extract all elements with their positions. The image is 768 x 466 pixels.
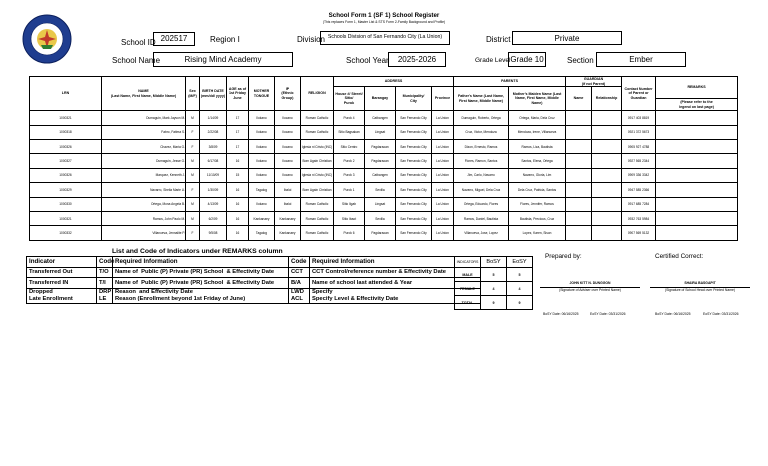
col-address: ADDRESS <box>334 77 454 87</box>
legend-cell: Specify Specify Level & Effectivity Date <box>310 288 481 303</box>
cell-g_name <box>566 125 592 139</box>
cell-mother: Mendoza, Irene, Villanueva <box>509 125 566 139</box>
cell-g_rel <box>592 197 622 211</box>
cell-city: San Fernando City <box>396 154 432 168</box>
cell-barangay: Pagdaraoan <box>365 139 396 153</box>
cell-province: La Union <box>432 154 454 168</box>
legend-header: Code <box>97 257 113 268</box>
legend-cell: Name of Public (P) Private (PR) School & Effectivity Date <box>113 278 289 289</box>
cell-religion: Roman Catholic <box>301 125 334 139</box>
deped-seal <box>22 14 72 64</box>
region-label: Region I <box>210 35 240 44</box>
cell-g_name <box>566 211 592 225</box>
cell-city: San Fernando City <box>396 168 432 182</box>
cell-tongue: Tagalog <box>249 226 275 240</box>
legend-cell: Transferred Out <box>27 267 97 278</box>
cell-sex: F <box>186 139 200 153</box>
cell-name: Marquez, Kenneth J. <box>102 168 186 182</box>
cell-sex: M <box>186 111 200 125</box>
cell-barangay: Pagdaraoan <box>365 154 396 168</box>
cell-city: San Fernando City <box>396 111 432 125</box>
cell-age: 17 <box>227 111 249 125</box>
legend-title: List and Code of Indicators under REMARKS column <box>112 248 283 255</box>
summary-cell: 5 <box>481 268 507 282</box>
cell-remarks <box>656 197 738 211</box>
cell-contact: 0905 927 4788 <box>622 139 656 153</box>
head-name: SHAIRA BASGAPIT <box>684 281 716 285</box>
cell-house: Sitio Ilgab <box>334 197 365 211</box>
cell-religion: Roman Catholic <box>301 197 334 211</box>
head-bosy-date: BoSY Date: 06/16/2025 <box>655 312 691 316</box>
cell-birth: 1/14/09 <box>200 111 227 125</box>
cell-lrn: 1000326 <box>30 139 102 153</box>
cell-mother: Dela Cruz, Patricia, Santos <box>509 183 566 197</box>
register-table <box>29 76 738 241</box>
cell-lrn: 1000330 <box>30 197 102 211</box>
cell-tongue: Ilokano <box>249 197 275 211</box>
cell-ip: Kankanaey <box>275 211 301 225</box>
cell-contact: 0921 372 5673 <box>622 125 656 139</box>
col-mother-tongue: MOTHER TONGUE <box>249 77 275 111</box>
cell-lrn: 1000332 <box>30 226 102 240</box>
cell-lrn: 1000326 <box>30 168 102 182</box>
cell-mother: Lopez, Karen, Sison <box>509 226 566 240</box>
cell-remarks <box>656 154 738 168</box>
adviser-name: JOHN KITT N. DUNGGON <box>569 281 611 285</box>
cell-name: Chavez, Maria G. <box>102 139 186 153</box>
col-municipality: Municipality/ City <box>396 87 432 111</box>
legend-cell: T/O <box>97 267 113 278</box>
cell-lrn: 1000321 <box>30 111 102 125</box>
cell-name: Ortega, Mona Angela B. <box>102 197 186 211</box>
summary-cell: TOTAL <box>455 296 481 310</box>
cell-sex: M <box>186 197 200 211</box>
cell-lrn: 1000327 <box>30 154 102 168</box>
cell-father: Jim, Carlo, Navarro <box>454 168 509 182</box>
cell-contact: 0927 565 2344 <box>622 154 656 168</box>
cell-mother: Ortega, Maria, Dela Cruz <box>509 111 566 125</box>
cell-mother: Bautista, Precious, Cruz <box>509 211 566 225</box>
cell-sex: F <box>186 183 200 197</box>
cell-father: Villanueva, Jose, Lopez <box>454 226 509 240</box>
cell-age: 16 <box>227 197 249 211</box>
cell-father: Ramos, Daniel, Bautista <box>454 211 509 225</box>
legend-header: Required Information <box>113 257 289 268</box>
col-sex: Sex (M/F) <box>186 77 200 111</box>
enrolment-summary <box>454 256 533 310</box>
adviser-eosy-date: EoSY Date: 03/31/2026 <box>590 312 626 316</box>
legend-header-row <box>27 257 481 268</box>
cell-g_rel <box>592 111 622 125</box>
cell-religion: Iglesia ni Cristo (INC) <box>301 139 334 153</box>
school-name-value: Rising Mind Academy <box>184 55 262 64</box>
cell-house: Sitio Ibaot <box>334 211 365 225</box>
cell-barangay: Catbangen <box>365 168 396 182</box>
cell-city: San Fernando City <box>396 211 432 225</box>
cell-birth: 6/2/09 <box>200 211 227 225</box>
cell-province: La Union <box>432 125 454 139</box>
form-title: School Form 1 (SF 1) School Register <box>328 12 440 19</box>
cell-city: San Fernando City <box>396 183 432 197</box>
cell-name: Fabro, Fatima S. <box>102 125 186 139</box>
cell-father: Ortega, Eduardo, Flores <box>454 197 509 211</box>
cell-g_name <box>566 139 592 153</box>
cell-g_rel <box>592 139 622 153</box>
col-birth-date: BIRTH DATE (mm/dd/ yyyy) <box>200 77 227 111</box>
cell-g_name <box>566 111 592 125</box>
district-value: Private <box>554 34 580 43</box>
legend-header: Code <box>289 257 310 268</box>
cell-name: Villanueva, Jennalite P. <box>102 226 186 240</box>
cell-age: 17 <box>227 139 249 153</box>
summary-row <box>455 282 533 296</box>
legend-cell: Reason and Effectivity Date Reason (Enrollment beyond 1st Friday of June) <box>113 288 289 303</box>
summary-cell: 9 <box>507 296 533 310</box>
cell-religion: Born Again Christian <box>301 183 334 197</box>
table-row <box>30 154 738 168</box>
cell-remarks <box>656 139 738 153</box>
cell-barangay: Pagdaraoan <box>365 226 396 240</box>
col-barangay: Barangay <box>365 87 396 111</box>
cell-sex: M <box>186 211 200 225</box>
legend-cell: Name of school last attended & Year <box>310 278 481 289</box>
col-guardian: GUARDIAN (if not Parent) <box>566 77 622 87</box>
legend-cell: Name of Public (P) Private (PR) School & Effectivity Date <box>113 267 289 278</box>
cell-ip: Kankanaey <box>275 226 301 240</box>
summary-cell: FEMALE <box>455 282 481 296</box>
cell-barangay: Sevilla <box>365 211 396 225</box>
cell-tongue: Ilokano <box>249 168 275 182</box>
col-mother: Mother's Maiden Name (Last Name, First Name, Middle Name) <box>509 87 566 111</box>
cell-ip: Ilocano <box>275 154 301 168</box>
cell-father: Dumaguin, Roberto, Ortega <box>454 111 509 125</box>
cell-sex: M <box>186 168 200 182</box>
legend-header: Required Information <box>310 257 481 268</box>
cell-ip: Ilocano <box>275 125 301 139</box>
cell-province: La Union <box>432 197 454 211</box>
legend-row <box>27 267 481 278</box>
cell-name: Dumaguin, Mark Jayson M. <box>102 111 186 125</box>
legend-cell: T/I <box>97 278 113 289</box>
summary-cell: MALE <box>455 268 481 282</box>
head-caption: (Signature of School Head over Printed Name) <box>664 288 736 292</box>
cell-name: Navarro, Sheila Marie U. <box>102 183 186 197</box>
cell-birth: 3/8/09 <box>200 139 227 153</box>
cell-city: San Fernando City <box>396 139 432 153</box>
cell-ip: Ibaloi <box>275 197 301 211</box>
cell-name: Ramos, John Paolo M. <box>102 211 186 225</box>
cell-province: La Union <box>432 139 454 153</box>
head-eosy-date: EoSY Date: 03/31/2026 <box>703 312 739 316</box>
cell-contact: 0947 585 2366 <box>622 183 656 197</box>
cell-g_rel <box>592 183 622 197</box>
cell-contact: 0917 403 8819 <box>622 111 656 125</box>
cell-house: Sitio Centro <box>334 139 365 153</box>
cell-g_rel <box>592 154 622 168</box>
legend-cell: LWD ACL <box>289 288 310 303</box>
cell-contact: 0909 336 3342 <box>622 168 656 182</box>
summary-header: BoSY <box>481 257 507 268</box>
cell-father: Flores, Ramon, Santos <box>454 154 509 168</box>
cell-contact: 0932 763 5984 <box>622 211 656 225</box>
col-contact: Contact Number of Parent or Guardian <box>622 77 656 111</box>
cell-ip: Ilocano <box>275 168 301 182</box>
summary-cell: 4 <box>481 282 507 296</box>
cell-lrn: 1000329 <box>30 183 102 197</box>
cell-city: San Fernando City <box>396 125 432 139</box>
legend-cell: CCT Control/reference number & Effectivity Date <box>310 267 481 278</box>
cell-father: Dizon, Ernesto, Ramos <box>454 139 509 153</box>
summary-header-row <box>455 257 533 268</box>
cell-age: 16 <box>227 211 249 225</box>
cell-father: Cruz, Victor, Mendoza <box>454 125 509 139</box>
cell-g_name <box>566 154 592 168</box>
cell-remarks <box>656 183 738 197</box>
cell-sex: M <box>186 154 200 168</box>
cell-g_rel <box>592 168 622 182</box>
cell-tongue: Tagalog <box>249 183 275 197</box>
cell-remarks <box>656 226 738 240</box>
cell-g_name <box>566 197 592 211</box>
cell-birth: 9/5/08 <box>200 226 227 240</box>
cell-mother: Ramos, Liza, Bautista <box>509 139 566 153</box>
cell-barangay: Sevilla <box>365 183 396 197</box>
cell-house: Purok 6 <box>334 226 365 240</box>
grade-level-value: Grade 10 <box>510 55 544 64</box>
prepared-by-label: Prepared by: <box>545 253 582 260</box>
cell-province: La Union <box>432 226 454 240</box>
legend-cell: Dropped Late Enrollment <box>27 288 97 303</box>
cell-religion: Born Again Christian <box>301 154 334 168</box>
summary-header: INDICATORS <box>455 257 481 268</box>
cell-religion: Roman Catholic <box>301 211 334 225</box>
cell-ip: Ibaloi <box>275 183 301 197</box>
cell-house: Purok 3 <box>334 168 365 182</box>
cell-father: Navarro, Miguel, Dela Cruz <box>454 183 509 197</box>
cell-tongue: Ilokano <box>249 125 275 139</box>
cell-barangay: Lingsat <box>365 125 396 139</box>
school-id-label: School ID <box>121 38 156 47</box>
cell-age: 15 <box>227 168 249 182</box>
cell-tongue: Ilokano <box>249 111 275 125</box>
legend-header: Indicator <box>27 257 97 268</box>
cell-birth: 11/10/09 <box>200 168 227 182</box>
cell-remarks <box>656 211 738 225</box>
cell-sex: F <box>186 226 200 240</box>
cell-birth: 6/17/08 <box>200 154 227 168</box>
section-value: Ember <box>629 55 653 64</box>
col-remarks: REMARKS <box>656 77 738 99</box>
col-age: AGE as of 1st Friday June <box>227 77 249 111</box>
cell-remarks <box>656 125 738 139</box>
grade-level-label: Grade Level <box>475 57 511 64</box>
legend-cell: Transferred IN <box>27 278 97 289</box>
cell-city: San Fernando City <box>396 226 432 240</box>
table-row <box>30 211 738 225</box>
cell-age: 16 <box>227 226 249 240</box>
school-year-value: 2025-2026 <box>397 55 437 64</box>
cell-name: Dumaguin, Jesse G. <box>102 154 186 168</box>
register-body <box>30 111 738 241</box>
section-label: Section <box>567 56 594 65</box>
cell-house: Sitio Bagsakan <box>334 125 365 139</box>
adviser-caption: (Signature of Adviser over Printed Name) <box>559 288 621 292</box>
division-value: Schools Division of San Fernando City (La Union) <box>327 34 443 40</box>
cell-province: La Union <box>432 111 454 125</box>
cell-g_name <box>566 183 592 197</box>
cell-g_rel <box>592 211 622 225</box>
col-house: House #/ Street/ Sitio/ Purok <box>334 87 365 111</box>
cell-age: 17 <box>227 125 249 139</box>
cell-province: La Union <box>432 211 454 225</box>
summary-header: EoSY <box>507 257 533 268</box>
cell-province: La Union <box>432 168 454 182</box>
cell-ip: Ilocano <box>275 139 301 153</box>
cell-remarks <box>656 111 738 125</box>
cell-tongue: Ilokano <box>249 139 275 153</box>
cell-barangay: Catbangen <box>365 111 396 125</box>
table-row <box>30 111 738 125</box>
cell-lrn: 1000318 <box>30 125 102 139</box>
col-remarks-note: (Please refer to the legend on last page) <box>656 99 738 111</box>
col-guardian-relationship: Relationship <box>592 87 622 111</box>
cell-tongue: Kankanaey <box>249 211 275 225</box>
col-ip: IP (Ethnic Group) <box>275 77 301 111</box>
cell-religion: Roman Catholic <box>301 111 334 125</box>
cell-house: Purok 1 <box>334 183 365 197</box>
cell-g_rel <box>592 226 622 240</box>
col-province: Province <box>432 87 454 111</box>
cell-mother: Santos, Elena, Ortega <box>509 154 566 168</box>
cell-age: 16 <box>227 183 249 197</box>
table-row <box>30 197 738 211</box>
cell-lrn: 1000321 <box>30 211 102 225</box>
cell-birth: 2/22/08 <box>200 125 227 139</box>
cell-tongue: Ilokano <box>249 154 275 168</box>
indicator-legend <box>26 256 481 304</box>
cell-mother: Navarro, Gloria, Lim <box>509 168 566 182</box>
summary-cell: 9 <box>481 296 507 310</box>
cell-birth: 4/13/09 <box>200 197 227 211</box>
school-year-label: School Year <box>346 56 389 65</box>
cell-g_name <box>566 226 592 240</box>
summary-cell: 4 <box>507 282 533 296</box>
division-label: Division <box>297 35 326 44</box>
cell-barangay: Lingsat <box>365 197 396 211</box>
col-name: NAME (Last Name, First Name, Middle Name) <box>102 77 186 111</box>
table-row <box>30 183 738 197</box>
cell-contact: 0917 685 7284 <box>622 197 656 211</box>
table-row <box>30 168 738 182</box>
cell-g_rel <box>592 125 622 139</box>
cell-mother: Flores, Jennifer, Ramos <box>509 197 566 211</box>
cell-contact: 0907 569 5132 <box>622 226 656 240</box>
legend-cell: CCT <box>289 267 310 278</box>
cell-remarks <box>656 168 738 182</box>
cell-religion: Iglesia ni Cristo (INC) <box>301 168 334 182</box>
cell-religion: Roman Catholic <box>301 226 334 240</box>
col-lrn: LRN <box>30 77 102 111</box>
cell-province: La Union <box>432 183 454 197</box>
school-id-value: 202517 <box>160 34 188 43</box>
cell-house: Purok 2 <box>334 154 365 168</box>
cell-house: Purok 4 <box>334 111 365 125</box>
school-name-label: School Name <box>112 56 161 65</box>
legend-cell: B/A <box>289 278 310 289</box>
col-religion: RELIGION <box>301 77 334 111</box>
legend-row <box>27 278 481 289</box>
form-subtitle: (This replaces Form 1, Master List & STS Form 2-Family Background and Profile) <box>322 20 446 24</box>
cell-g_name <box>566 168 592 182</box>
district-label: District <box>486 35 511 44</box>
adviser-bosy-date: BoSY Date: 06/16/2025 <box>543 312 579 316</box>
legend-cell: DRP LE <box>97 288 113 303</box>
table-row <box>30 125 738 139</box>
cell-city: San Fernando City <box>396 197 432 211</box>
col-father: Father's Name (Last Name, First Name, Middle Name) <box>454 87 509 111</box>
summary-row <box>455 268 533 282</box>
table-row <box>30 226 738 240</box>
col-parents: PARENTS <box>454 77 566 87</box>
cell-birth: 1/30/09 <box>200 183 227 197</box>
certified-correct-label: Certified Correct: <box>655 253 704 260</box>
summary-row <box>455 296 533 310</box>
cell-age: 16 <box>227 154 249 168</box>
cell-ip: Ilocano <box>275 111 301 125</box>
table-row <box>30 139 738 153</box>
cell-sex: F <box>186 125 200 139</box>
col-guardian-name: Name <box>566 87 592 111</box>
summary-cell: 5 <box>507 268 533 282</box>
legend-row <box>27 288 481 303</box>
